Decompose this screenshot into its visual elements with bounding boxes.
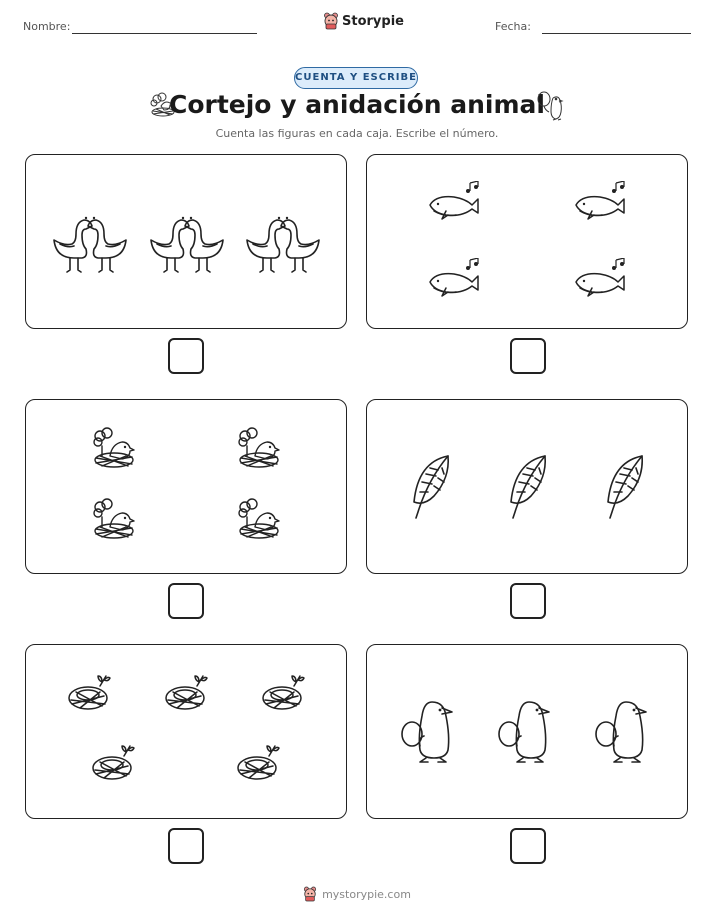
brand xyxy=(323,12,404,30)
storypie-logo-icon xyxy=(303,886,317,902)
courting-swans-icon xyxy=(52,208,128,274)
penguin-with-egg-icon xyxy=(592,696,652,766)
empty-nest-icon xyxy=(260,672,308,716)
date-label: Fecha: xyxy=(495,20,531,33)
brand-name: Storypie xyxy=(342,13,404,29)
name-line[interactable] xyxy=(72,33,257,34)
name-label: Nombre: xyxy=(23,20,71,33)
storypie-logo-icon xyxy=(323,12,339,30)
singing-whale-icon xyxy=(572,258,628,300)
bird-in-nest-icon xyxy=(90,497,138,545)
courting-swans-icon xyxy=(245,208,321,274)
answer-box[interactable] xyxy=(168,583,204,619)
footer-url: mystorypie.com xyxy=(322,887,411,901)
date-line[interactable] xyxy=(542,33,691,34)
answer-box[interactable] xyxy=(168,338,204,374)
count-panel-empty-nests xyxy=(25,644,347,819)
bird-in-nest-icon xyxy=(235,497,283,545)
empty-nest-icon xyxy=(66,672,114,716)
empty-nest-icon xyxy=(163,672,211,716)
count-panel-singing-whales xyxy=(366,154,688,329)
singing-whale-icon xyxy=(572,181,628,223)
penguin-balloon-icon xyxy=(535,90,565,122)
page-title: Cortejo y anidación animal xyxy=(168,90,545,119)
answer-box[interactable] xyxy=(168,828,204,864)
feather-icon xyxy=(602,452,648,522)
singing-whale-icon xyxy=(426,258,482,300)
bird-in-nest-icon xyxy=(90,426,138,474)
empty-nest-icon xyxy=(235,742,283,786)
courting-swans-icon xyxy=(149,208,225,274)
answer-box[interactable] xyxy=(510,583,546,619)
answer-box[interactable] xyxy=(510,828,546,864)
answer-box[interactable] xyxy=(510,338,546,374)
instructions-subtitle: Cuenta las figuras en cada caja. Escribe el número. xyxy=(215,127,499,140)
singing-whale-icon xyxy=(426,181,482,223)
section-badge: CUENTA Y ESCRIBE xyxy=(294,67,418,89)
penguin-with-egg-icon xyxy=(398,696,458,766)
empty-nest-icon xyxy=(90,742,138,786)
bird-in-nest-icon xyxy=(235,426,283,474)
count-panel-birds-in-nest xyxy=(25,399,347,574)
feather-icon xyxy=(408,452,454,522)
penguin-with-egg-icon xyxy=(495,696,555,766)
feather-icon xyxy=(505,452,551,522)
footer xyxy=(0,886,714,902)
